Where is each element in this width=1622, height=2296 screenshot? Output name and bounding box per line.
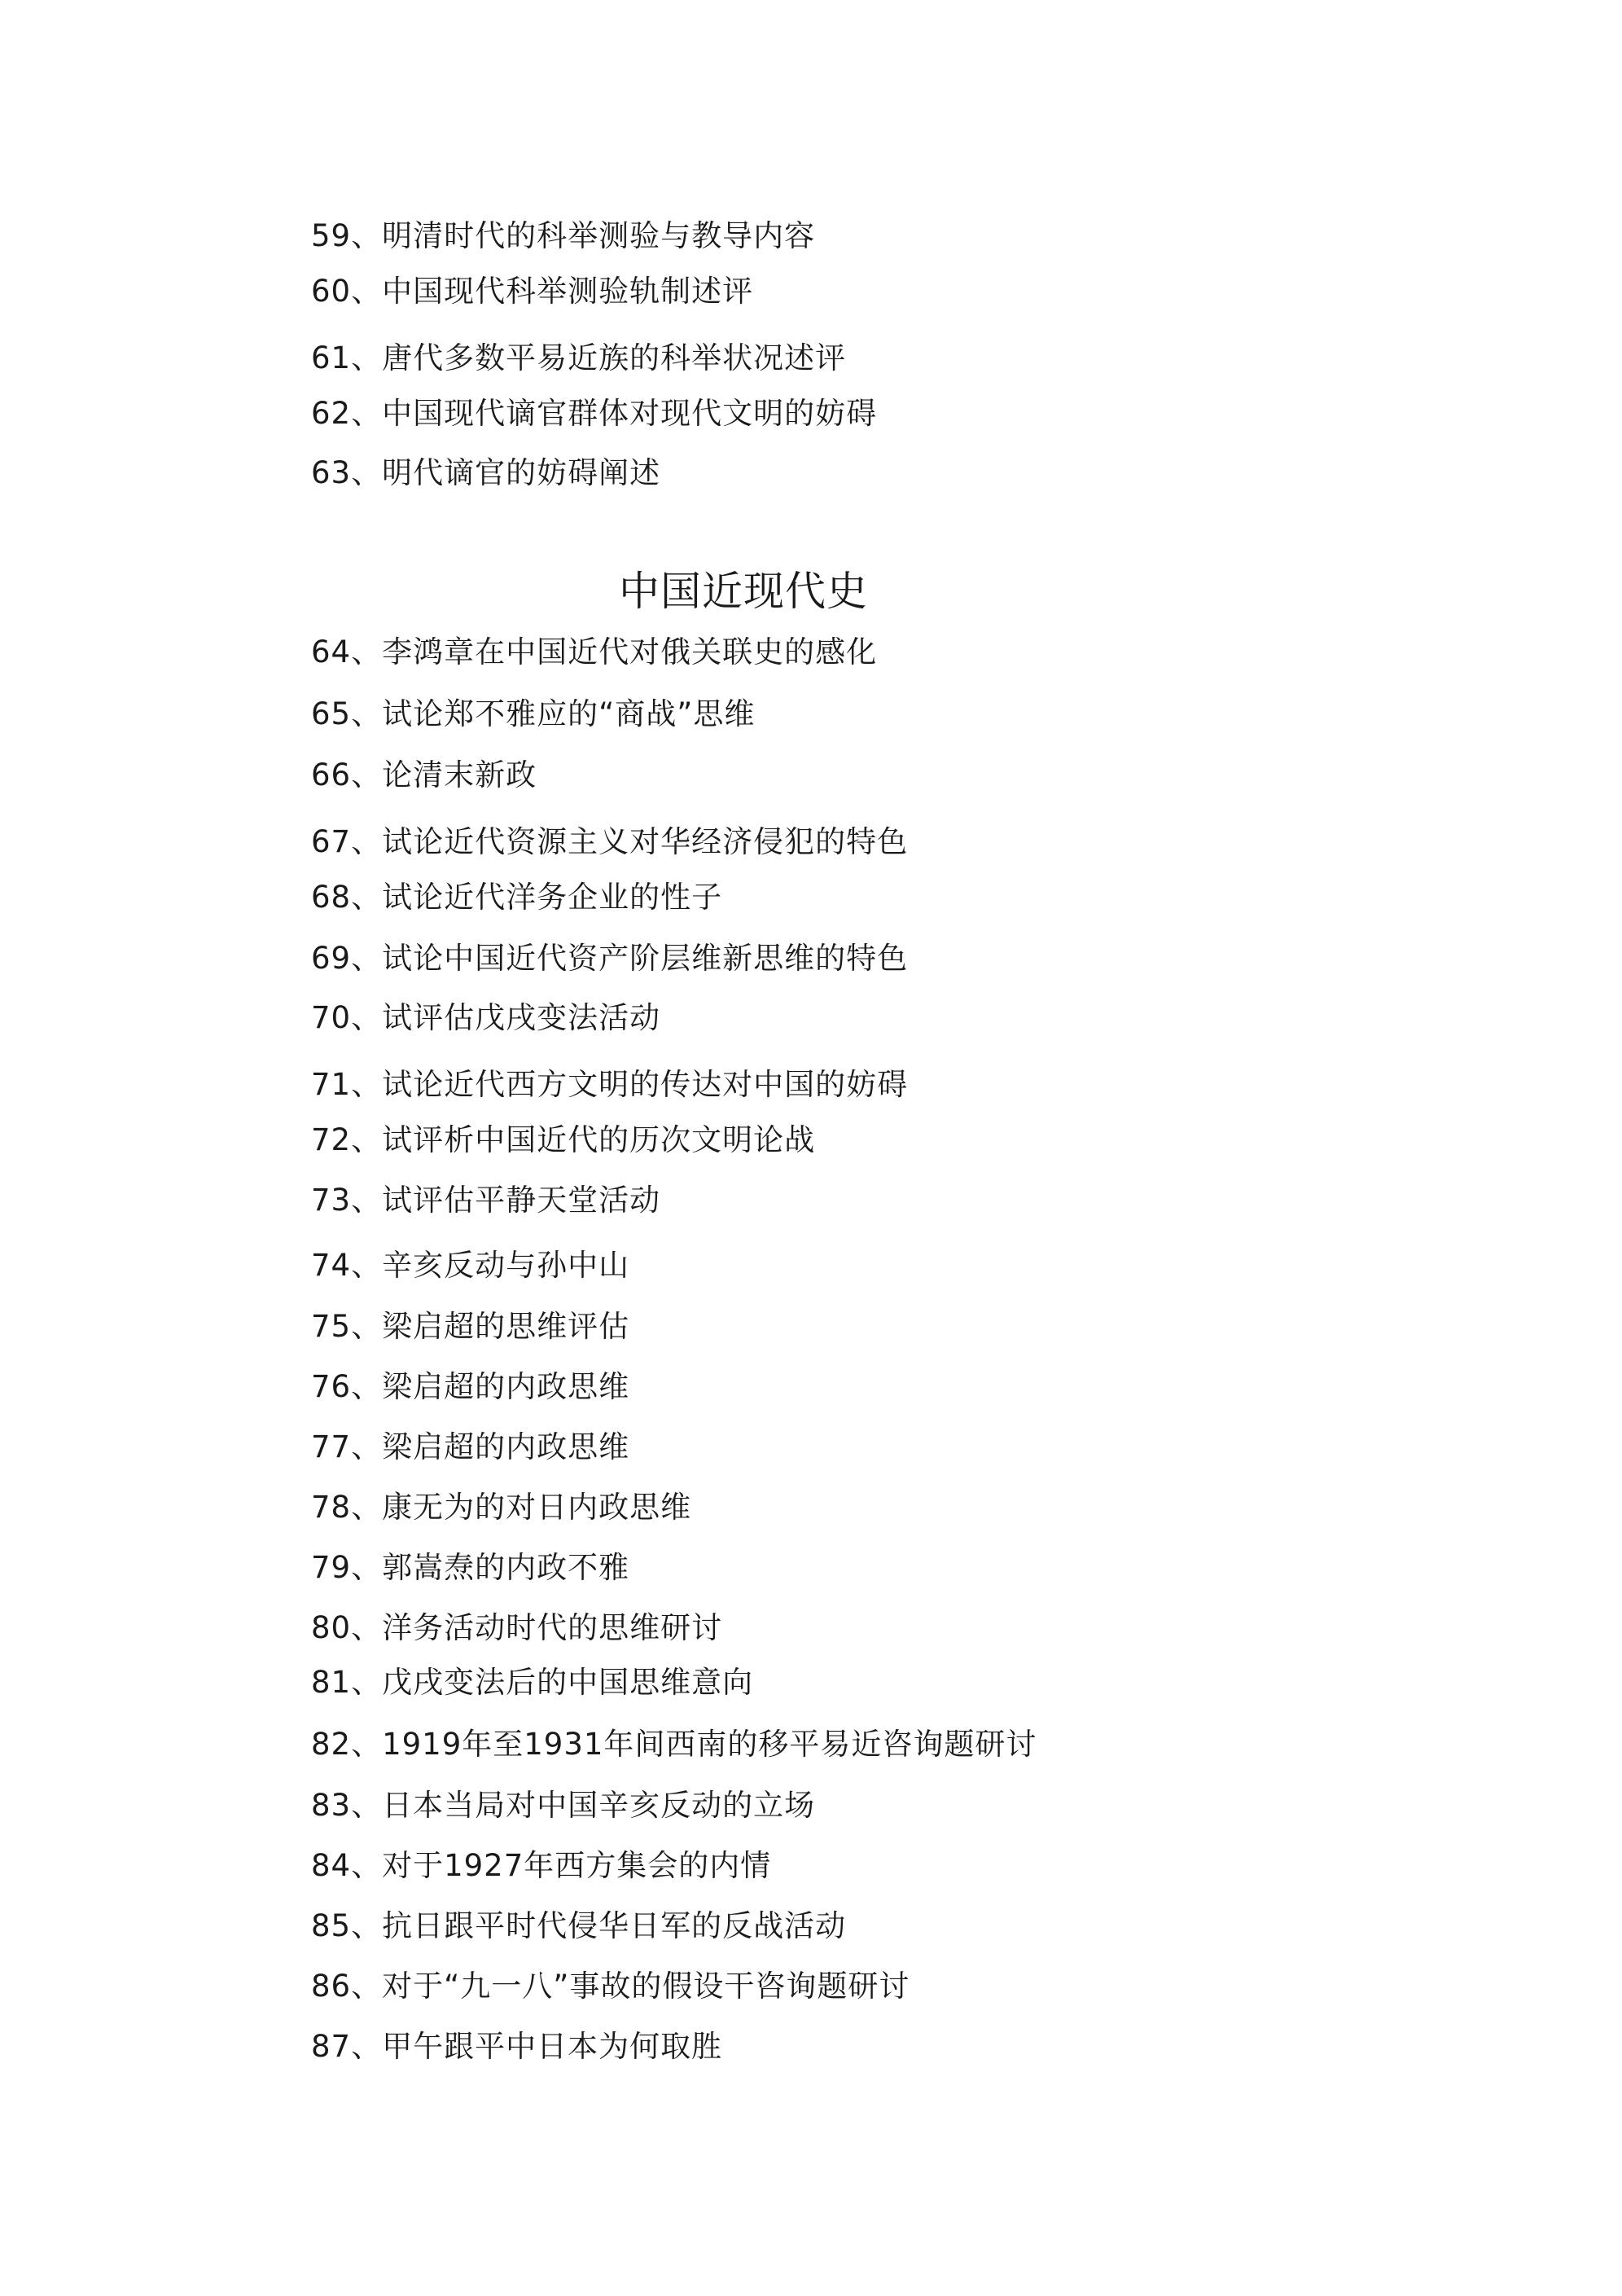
list-item: 74、辛亥反动与孙中山 [311, 1248, 630, 1283]
list-item: 67、试论近代资源主义对华经济侵犯的特色 [311, 824, 909, 859]
list-item: 86、对于“九一八”事故的假设干咨询题研讨 [311, 1969, 910, 2004]
list-item: 81、戊戌变法后的中国思维意向 [311, 1665, 754, 1700]
list-item: 59、明清时代的科举测验与教导内容 [311, 218, 816, 253]
list-item: 78、康无为的对日内政思维 [311, 1490, 692, 1525]
section-heading: 中国近现代史 [619, 568, 868, 615]
list-item: 85、抗日跟平时代侵华日军的反战活动 [311, 1908, 847, 1943]
list-item: 82、1919年至1931年间西南的移平易近咨询题研讨 [311, 1727, 1037, 1762]
list-item: 84、对于1927年西方集会的内情 [311, 1848, 772, 1883]
list-item: 69、试论中国近代资产阶层维新思维的特色 [311, 941, 909, 976]
list-item: 80、洋务活动时代的思维研讨 [311, 1610, 723, 1645]
list-item: 66、论清末新政 [311, 757, 537, 792]
list-item: 71、试论近代西方文明的传达对中国的妨碍 [311, 1067, 909, 1102]
list-item: 62、中国现代谪官群体对现代文明的妨碍 [311, 396, 878, 431]
list-item: 76、梁启超的内政思维 [311, 1369, 630, 1404]
list-item: 63、明代谪官的妨碍阐述 [311, 455, 661, 490]
list-item: 61、唐代多数平易近族的科举状况述评 [311, 340, 847, 375]
list-item: 75、梁启超的思维评估 [311, 1309, 630, 1344]
list-item: 73、试评估平静天堂活动 [311, 1183, 661, 1218]
list-item: 72、试评析中国近代的历次文明论战 [311, 1122, 816, 1157]
list-item: 87、甲午跟平中日本为何取胜 [311, 2029, 723, 2064]
list-item: 70、试评估戊戌变法活动 [311, 1000, 661, 1035]
list-item: 79、郭嵩焘的内政不雅 [311, 1550, 630, 1585]
list-item: 83、日本当局对中国辛亥反动的立场 [311, 1788, 816, 1823]
list-item: 60、中国现代科举测验轨制述评 [311, 274, 754, 309]
list-item: 64、李鸿章在中国近代对俄关联史的感化 [311, 634, 878, 669]
list-item: 65、试论郑不雅应的“商战”思维 [311, 696, 756, 731]
list-item: 77、梁启超的内政思维 [311, 1429, 630, 1464]
list-item: 68、试论近代洋务企业的性子 [311, 880, 723, 915]
